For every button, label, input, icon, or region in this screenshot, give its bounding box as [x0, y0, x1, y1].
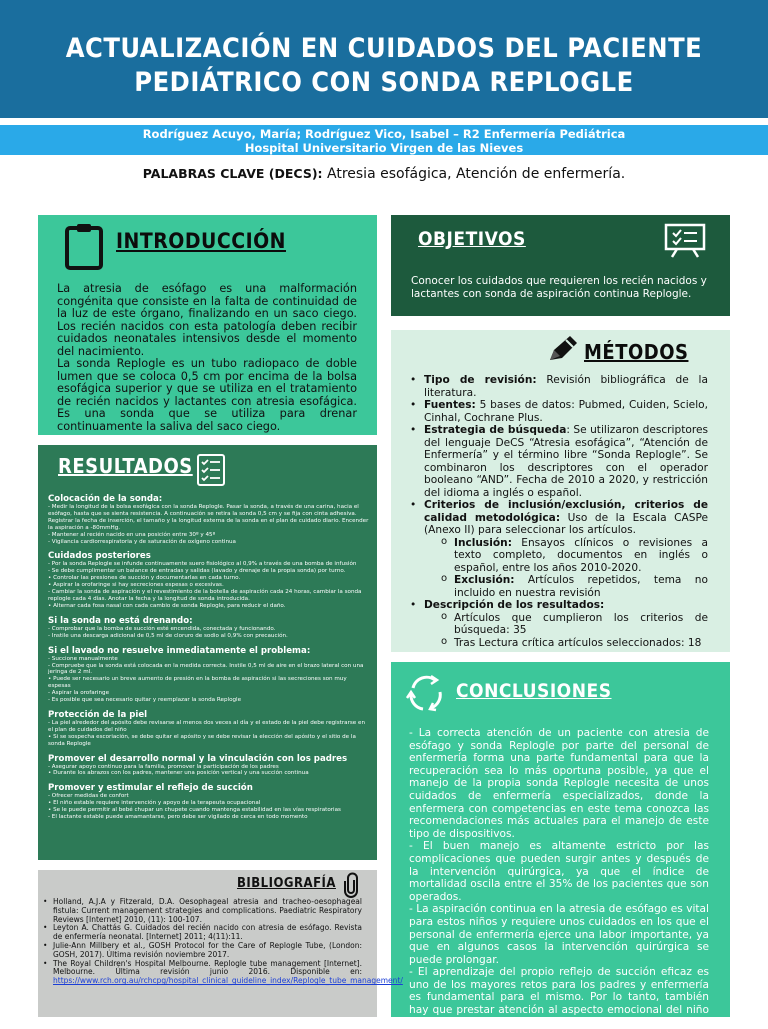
list-item: - Se debe cumplimentar un balance de entradas y salidas (lavado y drenaje de la propia sonda) por turno. [48, 568, 346, 575]
checklist-icon [196, 453, 226, 491]
list-item: o Artículos que cumplieron los criterios de búsqueda: 35 [424, 612, 708, 637]
conclusiones-heading: CONCLUSIONES [456, 680, 612, 702]
bibliografia-heading: BIBLIOGRAFÍA [237, 876, 336, 891]
fuentes-label: Fuentes: [424, 399, 476, 411]
list-item: • Aspirar la orofaringe si hay secreciones espesas o excesivas. [48, 582, 224, 589]
cycle-arrows-icon [405, 674, 447, 718]
list-item [404, 374, 708, 399]
list-item: - Es posible que sea necesario quitar y reemplazar la sonda Replogle [48, 697, 242, 704]
list-item: - Compruebe que la sonda está colocada en la medida correcta. Instile 0,5 ml de aire en el brazo lateral con una jeringa de 2 ml. [48, 662, 364, 676]
section-title: Cuidados posteriores [48, 551, 151, 562]
poster-title [20, 32, 748, 100]
conclusiones-text [409, 727, 709, 1029]
section-title: Colocación de la sonda: [48, 494, 163, 504]
list-item: - Mantener al recién nacido en una posición entre 30º y 45º [48, 531, 216, 538]
inclusion-value: Ensayos clínicos o revisiones a texto completo, documentos en inglés o español, entre los años 2010-2020. [454, 536, 708, 574]
fuentes-value: 5 bases de datos: Pubmed, Cuiden, Scielo, Cinhal, Cochrane Plus. [424, 399, 708, 424]
list-item: - La piel alrededor del apósito debe revisarse al menos dos veces al día y el estado de la piel debe registrarse en el plan de cuidados del niño [48, 719, 365, 733]
tipo-label: Tipo de revisión: [424, 374, 537, 386]
conclusion-paragraph: - El aprendizaje del propio reflejo de succión eficaz es uno de los mayores retos para los padres y enfermería es fundamental para el mismo. Por lo tanto, también hay que prestar atención al aspecto emocional del niño y la familia. [409, 966, 709, 1029]
conclusion-paragraph: - El buen manejo es altamente estricto por las complicaciones que pueden surgir antes y después de la intervención quirúrgica, ya que el índice de mortalidad oscila entre el 35% de los pacientes que son operados. [409, 840, 709, 903]
list-item: - Vigilancia cardiorrespiratoria y de saturación de oxígeno continua [48, 538, 236, 545]
keywords-value: Atresia esofágica, Atención de enfermería. [322, 166, 626, 182]
list-item: o Tras Lectura crítica artículos seleccionados: 18 [424, 637, 708, 650]
section-title: Si el lavado no resuelve inmediatamente el problema: [48, 645, 311, 656]
bibliografia-list [40, 897, 403, 986]
list-item: - Por la sonda Replogle se infunde continuamente suero fisiológico al 0,9% a través de una bomba de infusión [48, 561, 357, 568]
list-item [40, 958, 403, 986]
conclusion-paragraph: - La aspiración continua en la atresia de esófago es vital para estos niños y requiere unos cuidados en los que el personal de enfermería ejerce una labor importante, ya que en algunos casos la intervención quirúrgica se puede prolongar. [409, 903, 709, 966]
title-line-1: ACTUALIZACIÓN EN CUIDADOS DEL PACIENTE [65, 33, 703, 64]
list-item [424, 574, 708, 599]
section-title: Si la sonda no está drenando: [48, 615, 193, 626]
reference-text: The Royal Children's Hospital Melbourne. Replogle tube management [Internet]. Melbourne. Última revisión junio 2016. Disponible en: [53, 958, 362, 977]
list-item: - El lactante estable puede amamantarse, pero debe ser vigilado de cerca en todo momento [48, 814, 308, 821]
criterios-sublist [424, 537, 708, 600]
keywords-label: PALABRAS CLAVE (DECS): [142, 166, 323, 181]
list-item [424, 537, 708, 575]
objetivos-heading: OBJETIVOS [418, 228, 526, 250]
inclusion-label: Inclusión: [454, 536, 512, 549]
list-item [404, 399, 708, 424]
reference-link[interactable]: https://www.rch.org.au/rchcpg/hospital_clinical_guideline_index/Replogle_tube_management/ [53, 976, 403, 986]
list-item: • El niño estable requiere intervención y apoyo de la terapeuta ocupacional [48, 800, 261, 807]
resultados-content [48, 494, 369, 858]
introduccion-paragraph-2: La sonda Replogle es un tubo radiopaco de doble lumen que se coloca 0,5 cm por encima de la bolsa esofágica superior y que se utiliza en el tratamiento de recién nacidos y lactantes con atresia esofágica. Es una sonda que se utiliza para drenar continuamente la saliva del saco ciego. [57, 357, 357, 433]
clipboard-icon [64, 222, 104, 274]
estrategia-label: Estrategia de búsqueda [424, 424, 567, 436]
list-item: - Asegurar apoyo continuo para la familia, promover la participación de los padres [48, 763, 279, 770]
pencil-icon [546, 334, 580, 368]
conclusion-paragraph: - La correcta atención de un paciente con atresia de esófago y sonda Replogle por parte del personal de enfermería forma una parte fundamental para que la recuperación sea lo más oportuna posible, ya que el manejo de la propia sonda Replogle necesita de unos cuidados de enfermería especializados, donde la enfermera con competencias en este tema conozca las recomendaciones más actuales para el manejo de este tipo de dispositivos. [409, 727, 709, 840]
authors: Rodríguez Acuyo, María; Rodríguez Vico, Isabel – R2 Enfermería Pediátrica [142, 127, 626, 141]
metodos-heading: MÉTODOS [584, 340, 689, 364]
list-item: - Comprobar que la bomba de succión esté encendida, conectada y funcionando. [48, 625, 276, 632]
list-item: • Holland, A.J.A y Fitzerald, D.A. Oesophageal atresia and tracheo-oesophageal fistula: Current management strategies and complications. Paediatric Respiratory Reviews [Internet] 2010, (11): 100-107. [40, 898, 362, 924]
section-title: Protección de la piel [48, 709, 148, 720]
introduccion-heading: INTRODUCCIÓN [116, 229, 286, 253]
objetivos-text: Conocer los cuidados que requieren los recién nacidos y lactantes con sonda de aspiración continua Replogle. [411, 275, 707, 300]
list-item: • Controlar las presiones de succión y documentarlas en cada turno. [48, 575, 241, 582]
introduccion-paragraph-1: La atresia de esófago es una malformación congénita que consiste en la falta de continuidad de la luz de este órgano, finalizando en un saco ciego. Los recién nacidos con esta patología deben recibir cuidados neonatales intensivos desde el momento del nacimiento. [57, 282, 357, 358]
tipo-value: Revisión bibliográfica de la literatura. [424, 374, 708, 399]
descripcion-label: Descripción de los resultados: [424, 599, 605, 611]
exclusion-label: Exclusión: [454, 574, 515, 586]
list-item: • Si se sospecha escoriación, se debe quitar el apósito y se debe revisar la elección del apósito y el sitio de la sonda Replogle [48, 733, 356, 747]
list-item [404, 599, 708, 649]
metodos-list [404, 374, 708, 649]
list-item: • Durante los abrazos con los padres, mantener una posición vertical y una succión continua [48, 770, 309, 777]
list-item: - Aspirar la orofaringe [48, 690, 110, 697]
resultados-heading: RESULTADOS [58, 454, 193, 478]
list-item: - Ofrecer medidas de confort [48, 793, 129, 800]
criterios-label: Criterios de inclusión/exclusión, criterios de calidad metodológica: [424, 499, 708, 524]
list-item: - Medir la longitud de la bolsa esofágica con la sonda Replogle. Pasar la sonda, a través de una carina, hacia el esófago, hasta que se sienta resistencia. A continuación se retira la sonda 0,5 cm y se fija con cinta adhesiva. Registrar la fecha de inserción, el tamaño y la longitud externa de la sonda en el plan de cuidado diario. Encender la aspiración a -80mmHg. [48, 504, 369, 531]
introduccion-text [57, 283, 357, 433]
resultados-sublist [424, 612, 708, 650]
list-item: • Se le puede permitir al bebé chupar un chupete cuando mantenga estabilidad en las vías respiratorias [48, 807, 341, 814]
presentation-board-icon [663, 222, 707, 262]
title-line-2: PEDIÁTRICO CON SONDA REPLOGLE [134, 67, 634, 98]
list-item: • Alternar cada fosa nasal con cada cambio de sonda Replogle, para reducir el daño. [48, 602, 286, 609]
list-item: • Puede ser necesario un breve aumento de presión en la bomba de aspiración si las secreciones son muy espesas [48, 676, 347, 690]
list-item [404, 424, 708, 499]
list-item [404, 499, 708, 599]
keywords [0, 166, 768, 182]
estrategia-value: : Se utilizaron descriptores del lenguaje DeCS “Atresia esofágica”, “Atención de Enfermería” y el término libre “Sonda Replogle”. Se combinaron los descriptores con el operador booleano “AND”. Fecha de 2010 a 2020, y restricción del idioma a inglés o español. [424, 424, 708, 499]
section-title: Promover y estimular el reflejo de succión [48, 783, 253, 794]
list-item: - Instile una descarga adicional de 0,5 ml de cloruro de sodio al 0,9% con precaución. [48, 632, 288, 639]
list-item: • Julie-Ann Millbery et al., GOSH Protocol for the Care of Replogle Tube, (London: GOSH, 2017). Última revisión noviembre 2017. [40, 942, 362, 960]
list-item: • Leyton A. Chattás G. Cuidados del recién nacido con atresia de esófago. Revista de enfermería neonatal. [Internet] 2011; 4(11):11. [40, 924, 362, 942]
list-item: - Cambiar la sonda de aspiración y el revestimiento de la botella de aspiración cada 24 horas, cambiar la sonda replogle cada 4 días. Anotar la fecha y la longitud de sonda introducida. [48, 589, 362, 602]
list-item: - Succione manualmente [48, 655, 118, 662]
affiliation: Hospital Universitario Virgen de las Nieves [244, 141, 524, 155]
exclusion-value: Artículos repetidos, tema no incluido en nuestra revisión [454, 574, 708, 599]
section-title: Promover el desarrollo normal y la vinculación con los padres [48, 753, 348, 764]
criterios-value: Uso de la Escala CASPe (Anexo II) para seleccionar los artículos. [424, 511, 708, 536]
